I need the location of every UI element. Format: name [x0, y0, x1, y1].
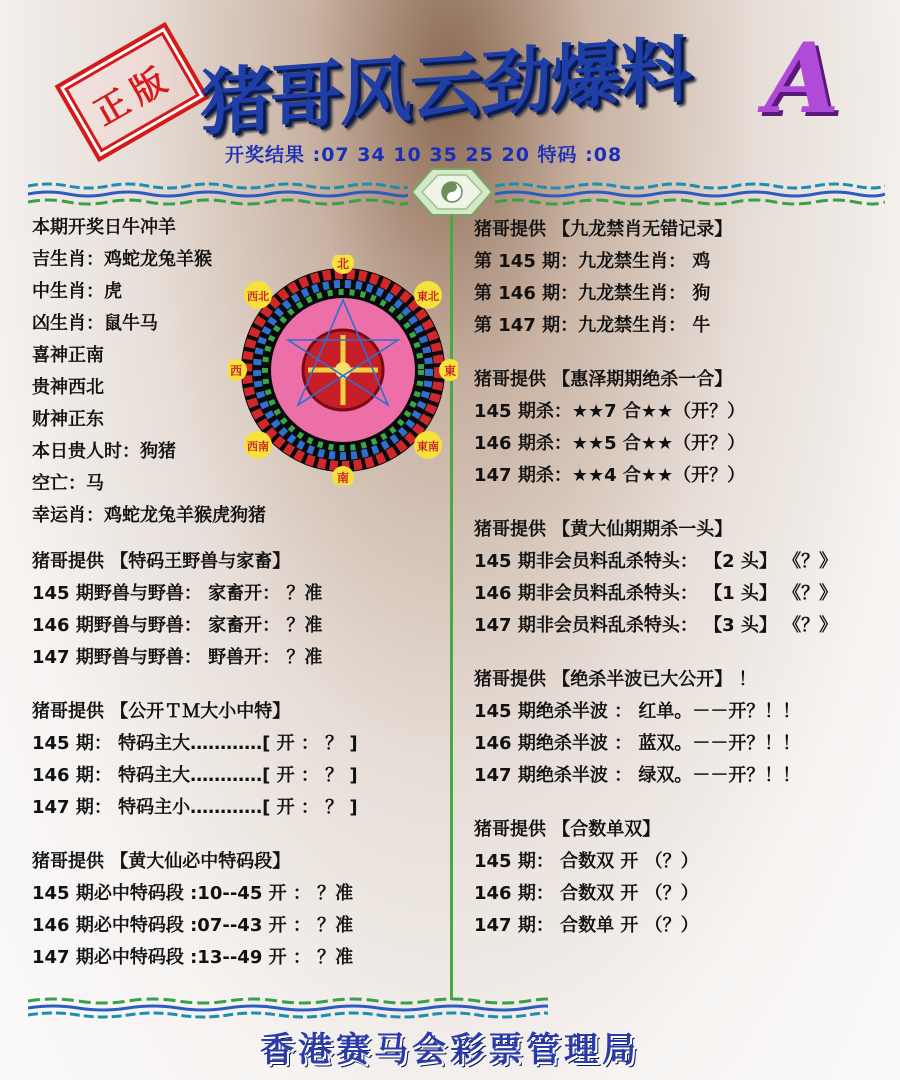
- right-sections: [474, 214, 837, 942]
- section-title: 猪哥提供 【黄大仙必中特码段】: [32, 851, 291, 872]
- bottom-wave-divider: [28, 995, 548, 1021]
- section-row: 145 期： 合数双 开 （？）: [474, 851, 699, 872]
- section-row: 146 期杀：★★5 合★★（开？）: [474, 433, 746, 454]
- compass-south-label: 南: [336, 471, 350, 485]
- section-row: 146 期必中特码段 :07--43 开 ： ？准: [32, 915, 354, 936]
- section-row: 145 期： 特码主大…………[ 开 ： ？ ]: [32, 733, 358, 754]
- section-title: 猪哥提供 【特码王野兽与家畜】: [32, 551, 291, 572]
- edition-letter: A: [765, 22, 840, 135]
- footer-organization: 香港赛马会彩票管理局: [260, 1030, 640, 1070]
- section-row: 147 期： 合数单 开 （？）: [474, 915, 699, 936]
- section-row: 145 期必中特码段 :10--45 开 ： ？准: [32, 883, 354, 904]
- section-row: 147 期野兽与野兽： 野兽开： ？准: [32, 647, 323, 668]
- section-title: 猪哥提供 【九龙禁肖无错记录】: [474, 219, 733, 240]
- section-title: 猪哥提供 【黄大仙期期杀一头】: [474, 519, 733, 540]
- section-row: 147 期非会员料乱杀特头： 【3 头】 《？》: [474, 615, 838, 636]
- top-right-wave-divider: [495, 178, 885, 208]
- section-title: 猪哥提供 【惠泽期期绝杀一合】: [474, 369, 733, 390]
- authentic-stamp: [55, 22, 210, 162]
- page-title: 猪哥风云劲爆料: [200, 26, 691, 146]
- almanac-line: 财神正东: [32, 409, 104, 430]
- top-left-wave-divider: [28, 178, 408, 208]
- section-row: 第 146 期：九龙禁生肖： 狗: [474, 283, 711, 304]
- section-row: 147 期必中特码段 :13--49 开 ： ？准: [32, 947, 354, 968]
- almanac-line: 中生肖：虎: [32, 281, 122, 302]
- stamp-text: 正版: [87, 56, 181, 134]
- almanac-line: 空亡：马: [32, 473, 104, 494]
- draw-result: 开奖结果 :07 34 10 35 25 20 特码 :08: [225, 144, 623, 166]
- compass-north-label: 北: [336, 257, 350, 271]
- compass-east-label: 東: [443, 364, 457, 378]
- almanac-line: 本日贵人时：狗猪: [32, 441, 176, 462]
- almanac-line: 吉生肖：鸡蛇龙兔羊猴: [32, 249, 212, 270]
- section-row: 146 期： 特码主大…………[ 开 ： ？ ]: [32, 765, 358, 786]
- almanac-line: 幸运肖：鸡蛇龙兔羊猴虎狗猪: [32, 505, 266, 526]
- section-row: 147 期： 特码主小…………[ 开 ： ？ ]: [32, 797, 358, 818]
- section-row: 145 期杀：★★7 合★★（开？）: [474, 401, 746, 422]
- section-row: 145 期非会员料乱杀特头： 【2 头】 《？》: [474, 551, 838, 572]
- section-row: 第 145 期：九龙禁生肖： 鸡: [474, 251, 711, 272]
- section-title: 猪哥提供 【绝杀半波已大公开】 ！: [474, 669, 757, 690]
- almanac-line: 贵神西北: [32, 377, 104, 398]
- left-sections: [32, 546, 358, 974]
- section-row: 146 期野兽与野兽： 家畜开： ？准: [32, 615, 323, 636]
- section-row: 145 期绝杀半波 ： 红单。－－开？！！: [474, 701, 801, 722]
- compass-ne-label: 東北: [417, 290, 439, 303]
- almanac-line: 喜神正南: [32, 345, 104, 366]
- compass-nw-label: 西北: [247, 290, 269, 303]
- compass-sw-label: 西南: [247, 440, 269, 453]
- compass-west-label: 西: [229, 364, 243, 378]
- compass-se-label: 東南: [417, 440, 439, 453]
- section-row: 146 期绝杀半波 ： 蓝双。－－开？！！: [474, 733, 801, 754]
- almanac-line: 凶生肖：鼠牛马: [32, 313, 158, 334]
- section-row: 第 147 期：九龙禁生肖： 牛: [474, 315, 711, 336]
- section-title: 猪哥提供 【合数单双】: [474, 819, 661, 840]
- bagua-emblem-icon: [410, 167, 494, 217]
- section-row: 146 期： 合数双 开 （？）: [474, 883, 699, 904]
- section-row: 147 期杀：★★4 合★★（开？）: [474, 465, 746, 486]
- section-row: 145 期野兽与野兽： 家畜开： ？准: [32, 583, 323, 604]
- section-row: 146 期非会员料乱杀特头： 【1 头】 《？》: [474, 583, 838, 604]
- section-title: 猪哥提供 【公开ＴＭ大小中特】: [32, 701, 291, 722]
- almanac-line: 本期开奖日牛冲羊: [32, 217, 176, 238]
- feng-shui-compass-wheel: [228, 255, 458, 485]
- section-row: 147 期绝杀半波 ： 绿双。－－开？！！: [474, 765, 801, 786]
